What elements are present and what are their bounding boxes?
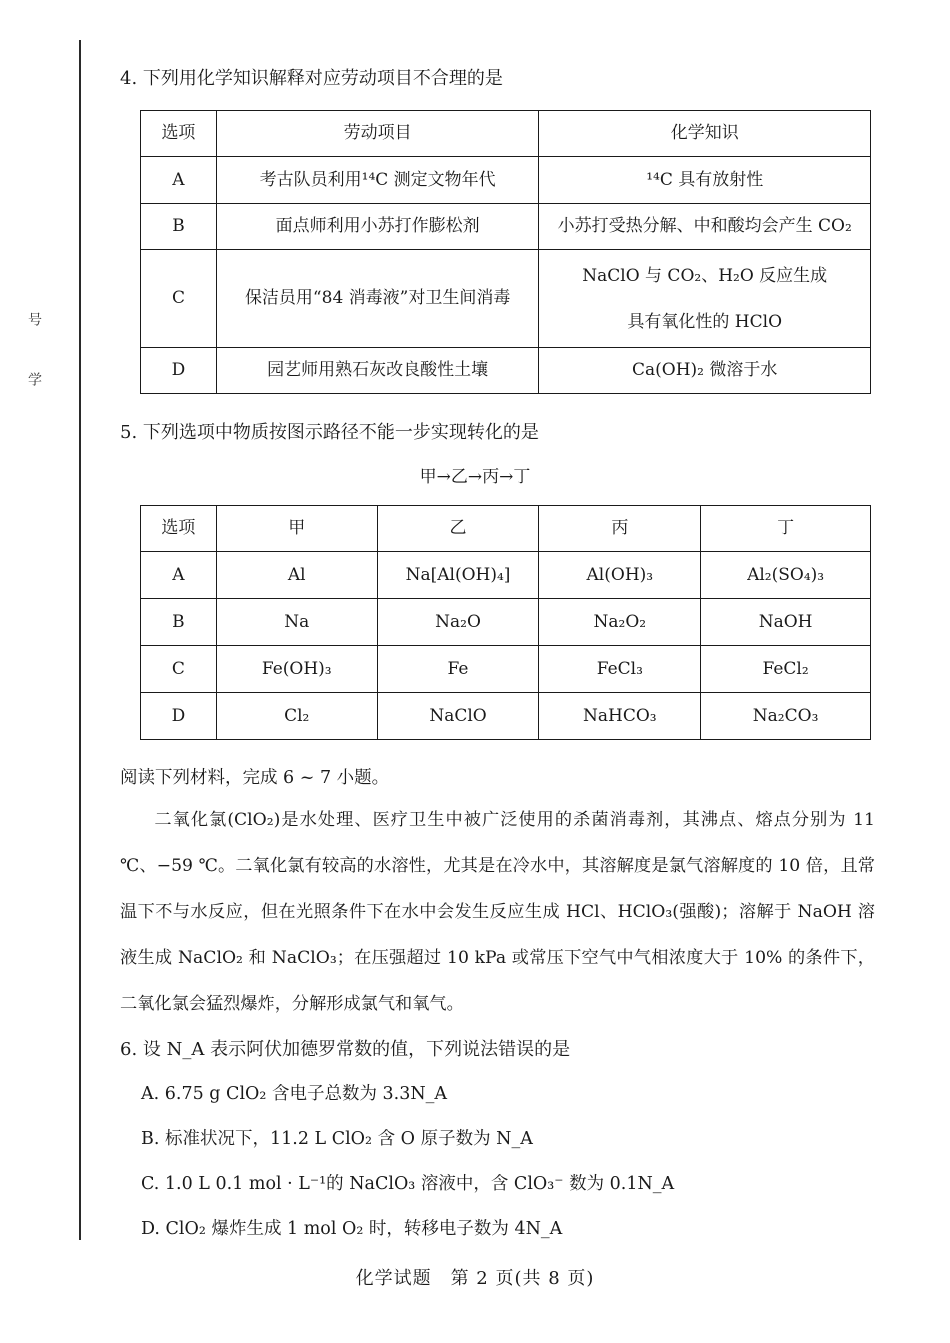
q5-a-ding: Al₂(SO₄)₃ [701,552,871,599]
q4-chem-c-line1: NaClO 与 CO₂、H₂O 反应生成 [582,265,828,286]
q4-row-c [141,250,871,348]
q4-table [140,110,871,394]
q4-option-a: A [141,157,217,204]
q5-row-c [141,646,871,693]
reading-paragraph: 二氧化氯(ClO₂)是水处理、医疗卫生中被广泛使用的杀菌消毒剂，其沸点、熔点分别为 11 ℃、−59 ℃。二氧化氯有较高的水溶性，尤其是在冷水中，其溶解度是氯气溶解度的 10 倍，且常温下不与水反应，但在光照条件下在水中会发生反应生成 HCl、HClO₃(强酸)；溶解于 NaOH 溶液生成 NaClO₂ 和 NaClO₃；在压强超过 10 kPa 或常压下空气中气相浓度大于 10% 的条件下，二氧化氯会猛烈爆炸，分解形成氯气和氧气。 [120,810,875,1014]
q5-row-d [141,693,871,740]
q5-path: 甲→乙→丙→丁 [419,467,531,487]
q5-row-b [141,599,871,646]
q4-row-b [141,204,871,250]
q4-chem-c-line2: 具有氧化性的 HClO [627,311,783,332]
q5-b-jia: Na [216,599,377,646]
q5-header-ding: 丁 [701,506,871,552]
q5-d-bing: NaHCO₃ [539,693,701,740]
q5-d-yi: NaClO [377,693,539,740]
q4-header-row [141,111,871,157]
q5-c-jia: Fe(OH)₃ [216,646,377,693]
q5-a-jia: Al [216,552,377,599]
q4-chem-a: ¹⁴C 具有放射性 [539,157,871,204]
q6-option-d: D. ClO₂ 爆炸生成 1 mol O₂ 时，转移电子数为 4N_A [141,1219,563,1239]
q5-a-option: A [141,552,217,599]
q4-header-labor: 劳动项目 [216,111,539,157]
q4-title: 4. 下列用化学知识解释对应劳动项目不合理的是 [120,68,503,89]
q5-b-ding: NaOH [701,599,871,646]
q5-header-yi: 乙 [377,506,539,552]
q6-title: 6. 设 N_A 表示阿伏加德罗常数的值，下列说法错误的是 [120,1039,571,1060]
binding-margin-line [79,40,81,1240]
q4-row-d [141,348,871,394]
q5-title: 5. 下列选项中物质按图示路径不能一步实现转化的是 [120,422,539,443]
q5-header-row [141,506,871,552]
q4-labor-a: 考古队员利用¹⁴C 测定文物年代 [216,157,539,204]
q4-header-option: 选项 [141,111,217,157]
q5-header-option: 选项 [141,506,217,552]
q4-option-b: B [141,204,217,250]
q4-option-c: C [141,250,217,348]
q5-c-yi: Fe [377,646,539,693]
q4-labor-d: 园艺师用熟石灰改良酸性土壤 [216,348,539,394]
q5-d-ding: Na₂CO₃ [701,693,871,740]
q5-b-option: B [141,599,217,646]
q5-header-jia: 甲 [216,506,377,552]
q5-row-a [141,552,871,599]
q6-option-a: A. 6.75 g ClO₂ 含电子总数为 3.3N_A [141,1084,448,1104]
q4-header-chem: 化学知识 [539,111,871,157]
q5-d-jia: Cl₂ [216,693,377,740]
q5-c-bing: FeCl₃ [539,646,701,693]
q6-option-c: C. 1.0 L 0.1 mol · L⁻¹的 NaClO₃ 溶液中，含 ClO₃⁻ 数为 0.1N_A [141,1174,675,1194]
q5-header-bing: 丙 [539,506,701,552]
q6-option-b: B. 标准状况下，11.2 L ClO₂ 含 O 原子数为 N_A [141,1129,533,1149]
q4-labor-c: 保洁员用“84 消毒液”对卫生间消毒 [216,250,539,348]
q4-row-a [141,157,871,204]
q4-chem-c [539,250,871,348]
q4-chem-b: 小苏打受热分解、中和酸均会产生 CO₂ [539,204,871,250]
side-mark-2: 学 [26,372,42,386]
q5-table [140,505,871,740]
q4-option-d: D [141,348,217,394]
q5-a-yi: Na[Al(OH)₄] [377,552,539,599]
side-mark-1: 号 [26,312,42,326]
q5-c-ding: FeCl₂ [701,646,871,693]
q4-chem-d: Ca(OH)₂ 微溶于水 [539,348,871,394]
reading-intro: 阅读下列材料，完成 6 ~ 7 小题。 [120,768,390,788]
q5-b-yi: Na₂O [377,599,539,646]
q5-d-option: D [141,693,217,740]
q5-c-option: C [141,646,217,693]
q5-a-bing: Al(OH)₃ [539,552,701,599]
page-footer: 化学试题 第 2 页(共 8 页) [355,1268,595,1289]
q4-labor-b: 面点师利用小苏打作膨松剂 [216,204,539,250]
q5-b-bing: Na₂O₂ [539,599,701,646]
